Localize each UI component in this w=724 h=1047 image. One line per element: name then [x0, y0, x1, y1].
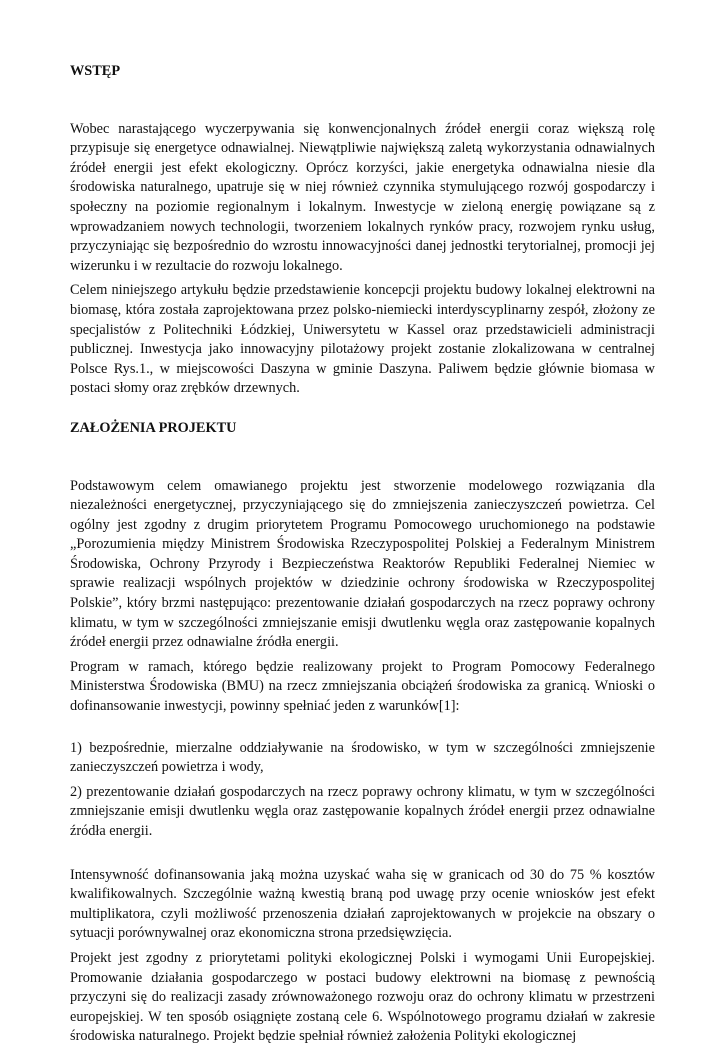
paragraph: Celem niniejszego artykułu będzie przedstawienie koncepcji projektu budowy lokalnej elektrowni na biomasę, która została zaprojektowana przez polsko-niemiecki interdyscyplinarny zespół, złożony ze specjalistów z Politechniki Łódzkiej, Uniwersytetu w Kassel oraz przedstawicieli administracji publicznej. Inwestycja jako innowacyjny pilotażowy projekt zostanie zlokalizowana w centralnej Polsce Rys.1., w miejscowości Daszyna w gminie Daszyna. Paliwem będzie głównie biomasa w postaci słomy oraz zrębków drzewnych.: [70, 282, 655, 397]
section-heading-wstep: WSTĘP: [70, 63, 121, 79]
document-page: [70, 62, 655, 1047]
list-item: 2) prezentowanie działań gospodarczych na rzecz poprawy ochrony klimatu, w tym w szczególności zmniejszanie emisji dwutlenku węgla oraz zastępowanie kopalnych źródeł energii przez odnawialne źródła energii.: [70, 783, 655, 839]
list-item: 1) bezpośrednie, mierzalne oddziaływanie na środowisko, w tym w szczególności zmniejszenie zanieczyszczeń powietrza i wody,: [70, 739, 655, 776]
paragraph: Intensywność dofinansowania jaką można uzyskać waha się w granicach od 30 do 75 % kosztów kwalifikowalnych. Szczególnie ważną kwestią braną pod uwagę przy ocenie wniosków jest efekt multiplikatora, czyli możliwość przenoszenia działań zaprojektowanych w projekcie na obszary o sytuacji porównywalnej oraz ekonomiczna strona przedsięwzięcia.: [70, 866, 655, 942]
section-heading-zalozenia-projektu: ZAŁOŻENIA PROJEKTU: [70, 419, 237, 436]
paragraph: Wobec narastającego wyczerpywania się konwencjonalnych źródeł energii coraz większą rolę przypisuje się energetyce odnawialnej. Niewątpliwie największą zaletą wykorzystania odnawialnych źródeł energii jest efekt ekologiczny. Oprócz korzyści, jakie energetyka odnawialna niesie dla środowiska naturalnego, upatruje się w niej również czynnika stymulującego rozwój gospodarczy i społeczny na poziomie regionalnym i lokalnym. Inwestycje w zieloną energię powiązane są z wprowadzaniem nowych technologii, tworzeniem lokalnych rynków pracy, rozwojem rynku usług, przyczyniając się bezpośrednio do wzrostu innowacyjności danej jednostki terytorialnej, promocji jej wizerunku i w rezultacie do rozwoju lokalnego.: [70, 120, 655, 274]
paragraph: Projekt jest zgodny z priorytetami polityki ekologicznej Polski i wymogami Unii Europejskiej. Promowanie działania gospodarczego w postaci budowy elektrowni na biomasę z pewnością przyczyni się do realizacji zasady zrównoważonego rozwoju oraz do ochrony klimatu w przestrzeni europejskiej. W ten sposób osiągnięte zostaną cele 6. Wspólnotowego programu działań w zakresie środowiska naturalnego. Projekt będzie spełniał również założenia Polityki ekologicznej: [70, 949, 655, 1045]
paragraph: Podstawowym celem omawianego projektu jest stworzenie modelowego rozwiązania dla niezależności energetycznej, przyczyniającego się do zmniejszenia zanieczyszczeń powietrza. Cel ogólny jest zgodny z drugim priorytetem Programu Pomocowego uruchomionego na podstawie „Porozumienia między Ministrem Środowiska Rzeczypospolitej Polskiej a Federalnym Ministrem Środowiska, Ochrony Przyrody i Bezpieczeństwa Reaktorów Republiki Federalnej Niemiec w sprawie realizacji wspólnych projektów w dziedzinie ochrony środowiska w Rzeczypospolitej Polskie”, który brzmi następująco: prezentowanie działań gospodarczych na rzecz poprawy ochrony klimatu, w tym w szczególności zmniejszanie emisji dwutlenku węgla oraz zastępowanie kopalnych źródeł energii przez odnawialne źródła energii.: [70, 477, 655, 651]
paragraph: Program w ramach, którego będzie realizowany projekt to Program Pomocowy Federalnego Ministerstwa Środowiska (BMU) na rzecz zmniejszania obciążeń środowiska za granicą. Wnioski o dofinansowanie inwestycji, powinny spełniać jeden z warunków[1]:: [70, 658, 655, 715]
